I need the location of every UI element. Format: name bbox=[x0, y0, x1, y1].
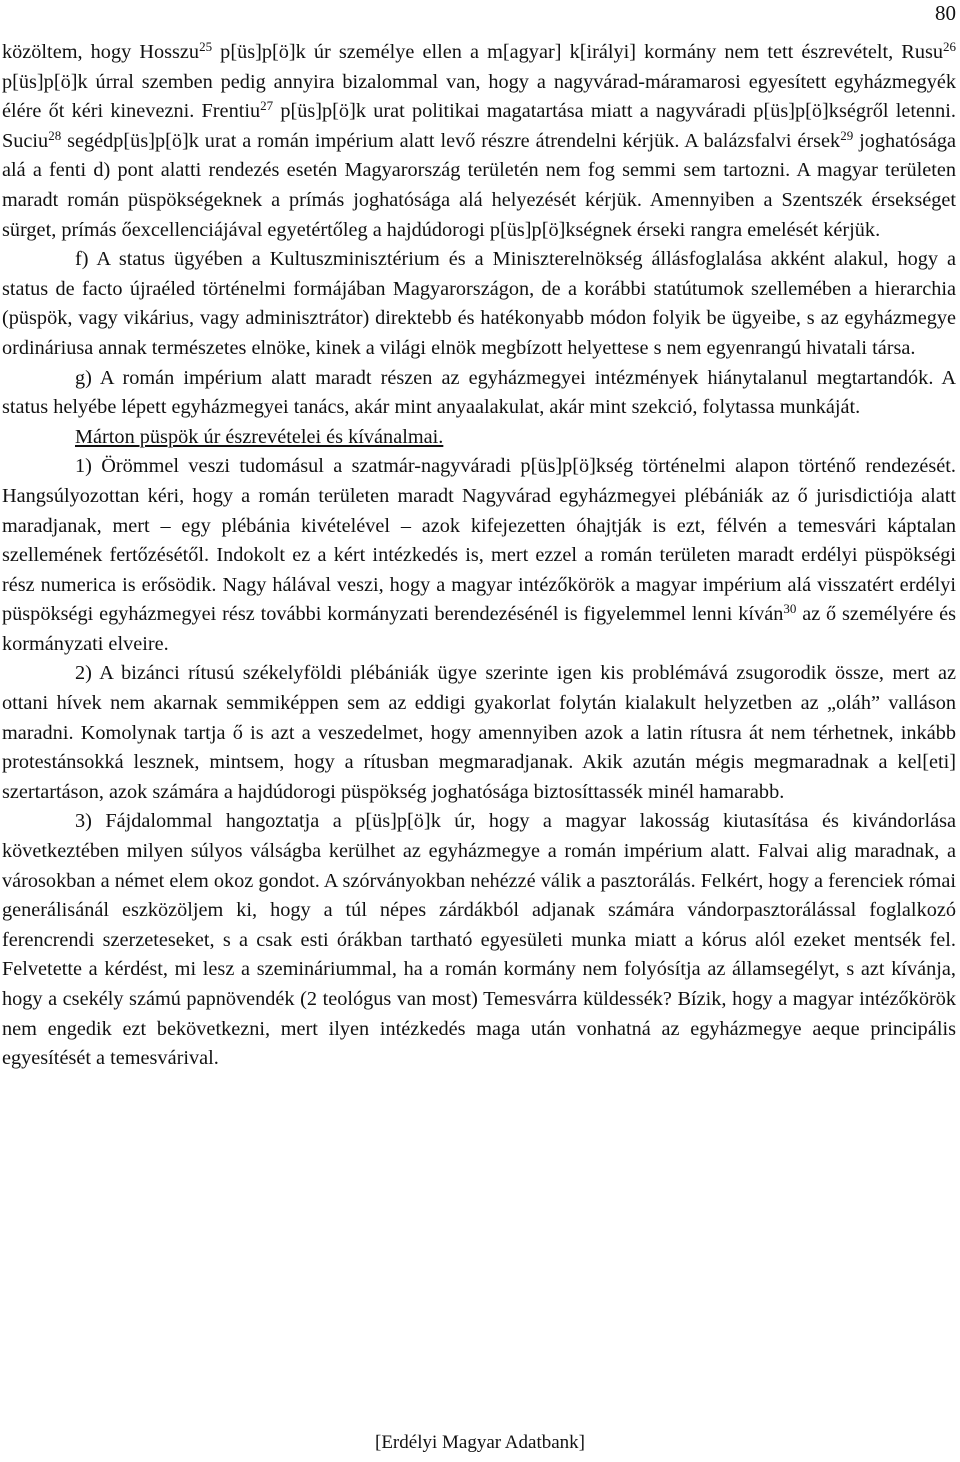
footnote-ref: 29 bbox=[840, 127, 854, 143]
paragraph-g: g) A román impérium alatt maradt részen az egyházmegyei intézmények hiánytalanul megtartandók. A status helyébe lépett egyházmegyei tanács, akár mint anyaalakulat, akár mint szekció, folytassa munkáját. bbox=[2, 366, 956, 419]
paragraph-1 bbox=[2, 38, 956, 245]
footnote-ref: 26 bbox=[943, 38, 956, 54]
paragraph-f: f) A status ügyében a Kultuszminisztérium és a Miniszterelnökség állásfoglalása akként alakul, hogy a status de facto újraéled történelmi formájában Magyarországon, de a korábbi statútumok szellemében a hierarchia (püspök, vagy vikárius, vagy adminisztrátor) direktebb és hatékonyabb módon folyik be ügyeibe, s az egyházmegye ordináriusa annak természetes elnöke, kinek a világi elnök megbízott helyettese s nem egyenrangú hivatali társa. bbox=[2, 248, 956, 359]
footer-source: [Erdélyi Magyar Adatbank] bbox=[375, 1432, 585, 1453]
paragraph-text: p[üs]p[ö]k úr személye ellen a m[agyar] k[irályi] kormány nem tett észrevételt, Rusu bbox=[212, 41, 943, 63]
document-body bbox=[2, 38, 956, 1074]
paragraph-2-item: 2) A bizánci rítusú székelyföldi plébániák ügye szerinte igen kis problémává zsugorodik össze, mert az ottani hívek nem akarnak semmiképpen sem az eddigi gyakorlat folytán kialakult helyzetben az „oláh” valláson maradni. Komolynak tartja ő is azt a veszedelmet, hogy amennyiben azok a latin rítusra át nem térhetnek, inkább protestánsokká lesznek, mintsem, hogy a rítusban megmaradjanak. Akik azután mégis megmaradnak a kel[eti] szertartáson, azok számára a hajdúdorogi püspökség joghatósága biztosíttassék minél hamarabb. bbox=[2, 662, 956, 803]
paragraph-text: segédp[üs]p[ö]k urat a román impérium alatt levő részre átrendelni kérjük. A balázsfalvi érsek bbox=[61, 129, 841, 152]
paragraph-text: 1) Örömmel veszi tudomásul a szatmár-nagyváradi p[üs]p[ö]kség történelmi alapon történő rendezését. Hangsúlyozottan kéri, hogy a román területen maradt Nagyvárad egyházmegyei plébániák az ő jurisdictiója alatt maradjanak, mert – egy plébánia kivételével – azok kifejezetten óhajtják is ezt, félvén a temesvári káptalan szellemének fertőzésétől. Indokolt ez a kért intézkedés is, mert ezzel a román területen maradt erdélyi püspökségi rész numerica is erősödik. Nagy hálával veszi, hogy a magyar intézőkörök a magyar impérium alá visszatért erdélyi püspökségi egyházmegyei rész további kormányzati berendezésénél is figyelemmel lenni kíván bbox=[2, 455, 956, 626]
section-heading: Márton püspök úr észrevételei és kívánalmai. bbox=[75, 425, 444, 448]
footnote-ref: 30 bbox=[783, 601, 797, 617]
paragraph-text: p[üs]p[ö]k urat politikai magatartása miatt a nagyváradi p[üs]p[ö]kségről letenni. Suciu bbox=[2, 100, 956, 152]
paragraph-1-item bbox=[2, 452, 956, 659]
footnote-ref: 25 bbox=[199, 38, 213, 54]
page-number: 80 bbox=[935, 1, 956, 25]
paragraph-text: közöltem, hogy Hosszu bbox=[2, 41, 200, 63]
paragraph-3-item: 3) Fájdalommal hangoztatja a p[üs]p[ö]k úr, hogy a magyar lakosság kiutasítása és kivándorlása következtében milyen súlyos válságba kerülhet az egyházmegye a román impérium alatt. Falvai alig maradnak, a városokban a német elem okoz gondot. A szórványokban nehézzé válik a pasztorálás. Felkért, hogy a ferenciek római generálisánál eszközöljem ki, hogy a túl népes zárdákból adjanak számára vándorpasztorálással foglalkozó ferencrendi szerzeteseket, s a csak esti órákban tartható egyesületi munka miatt a kórus alól ezeket mentsék fel. Felvetette a kérdést, mi lesz a szemináriummal, ha a román kormány nem folyósítja az államsegélyt, s azt kívánja, hogy a csekély számú papnövendék (2 teológus van most) Temesvárra küldessék? Bízik, hogy a magyar intézőkörök nem engedik ezt bekövetkezni, mert ilyen intézkedés maga után vonhatná az egyházmegye aeque principális egyesítését a temesvárival. bbox=[2, 810, 956, 1070]
paragraph-text: az ő személyére és kormányzati elveire. bbox=[2, 603, 956, 655]
footnote-ref: 28 bbox=[48, 127, 62, 143]
paragraph-text: joghatósága alá a fenti d) pont alatti rendezés esetén Magyarország területén nem fog semmi sem tartozni. A magyar területen maradt román püspökségeknek a prímás joghatósága alá helyezését kérjük. Amennyiben a Szentszék érsekséget sürget, prímás őexcellenciájával egyetértőleg a hajdúdorogi p[üs]p[ö]kségnek érseki rangra emelését kérjük. bbox=[2, 129, 956, 241]
footnote-ref: 27 bbox=[260, 98, 274, 114]
paragraph-text: p[üs]p[ö]k úrral szemben pedig annyira bizalommal van, hogy a nagyvárad-máramarosi egyesített egyházmegyék élére őt kéri kinevezni. Frentiu bbox=[2, 70, 956, 123]
